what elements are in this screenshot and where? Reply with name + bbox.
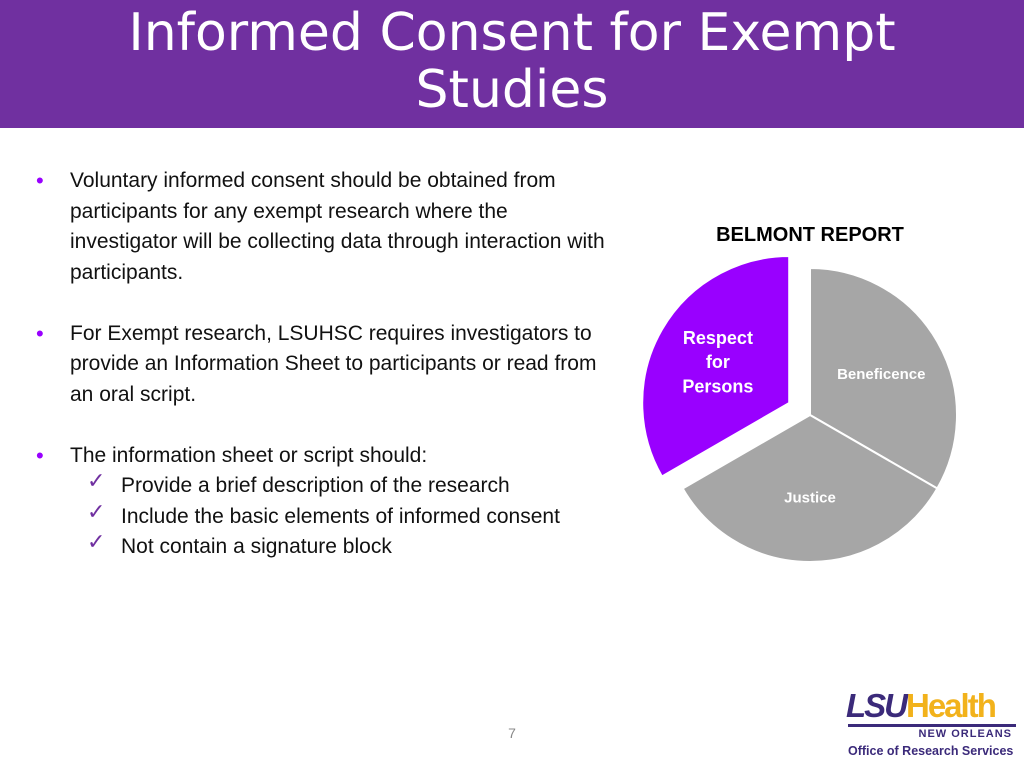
pie-slices — [642, 256, 957, 562]
sub-list — [87, 471, 616, 563]
page-number: 7 — [508, 725, 516, 741]
pie-label-justice: Justice — [784, 489, 836, 507]
pie-chart — [620, 200, 1010, 600]
bullet-item-3 — [36, 441, 616, 472]
logo-wordmark — [846, 688, 995, 724]
belmont-chart — [620, 200, 1010, 600]
bullet-text: For Exempt research, LSUHSC requires investigators to provide an Information Sheet to participants or read from an oral script. — [70, 321, 597, 406]
sub-item-text: Not contain a signature block — [121, 535, 392, 558]
logo-health: Health — [906, 687, 995, 724]
bullet-dot-icon: • — [36, 442, 44, 468]
title-bar — [0, 0, 1024, 128]
logo-rule — [848, 724, 1016, 727]
bullet-item-1 — [36, 166, 616, 288]
bullet-item-2 — [36, 319, 616, 411]
lsu-health-logo — [846, 688, 1018, 764]
bullet-dot-icon: • — [36, 320, 44, 346]
checkmark-icon: ✓ — [87, 469, 106, 494]
sub-item-text: Include the basic elements of informed consent — [121, 504, 560, 528]
sub-item-3 — [87, 532, 616, 563]
pie-label-respect-for-persons: Respect for Persons — [682, 327, 754, 397]
checkmark-icon: ✓ — [87, 499, 106, 525]
sub-item-2 — [87, 499, 616, 533]
logo-office: Office of Research Services — [848, 744, 1014, 758]
bullet-text: The information sheet or script should: — [70, 443, 428, 467]
bullet-dot-icon: • — [36, 168, 44, 193]
logo-subtitle: NEW ORLEANS — [918, 728, 1012, 740]
chart-title: BELMONT REPORT — [716, 224, 904, 246]
body-content — [36, 166, 616, 563]
bullet-text: Voluntary informed consent should be obtained from participants for any exempt research where the investigator will be collecting data through interaction with participants. — [70, 169, 605, 284]
sub-item-1 — [87, 471, 616, 502]
logo-lsu: LSU — [846, 687, 906, 724]
pie-label-beneficence: Beneficence — [837, 366, 926, 384]
slide-title: Informed Consent for Exempt Studies — [128, 3, 896, 120]
sub-item-text: Provide a brief description of the research — [121, 474, 510, 497]
checkmark-icon: ✓ — [87, 530, 106, 555]
